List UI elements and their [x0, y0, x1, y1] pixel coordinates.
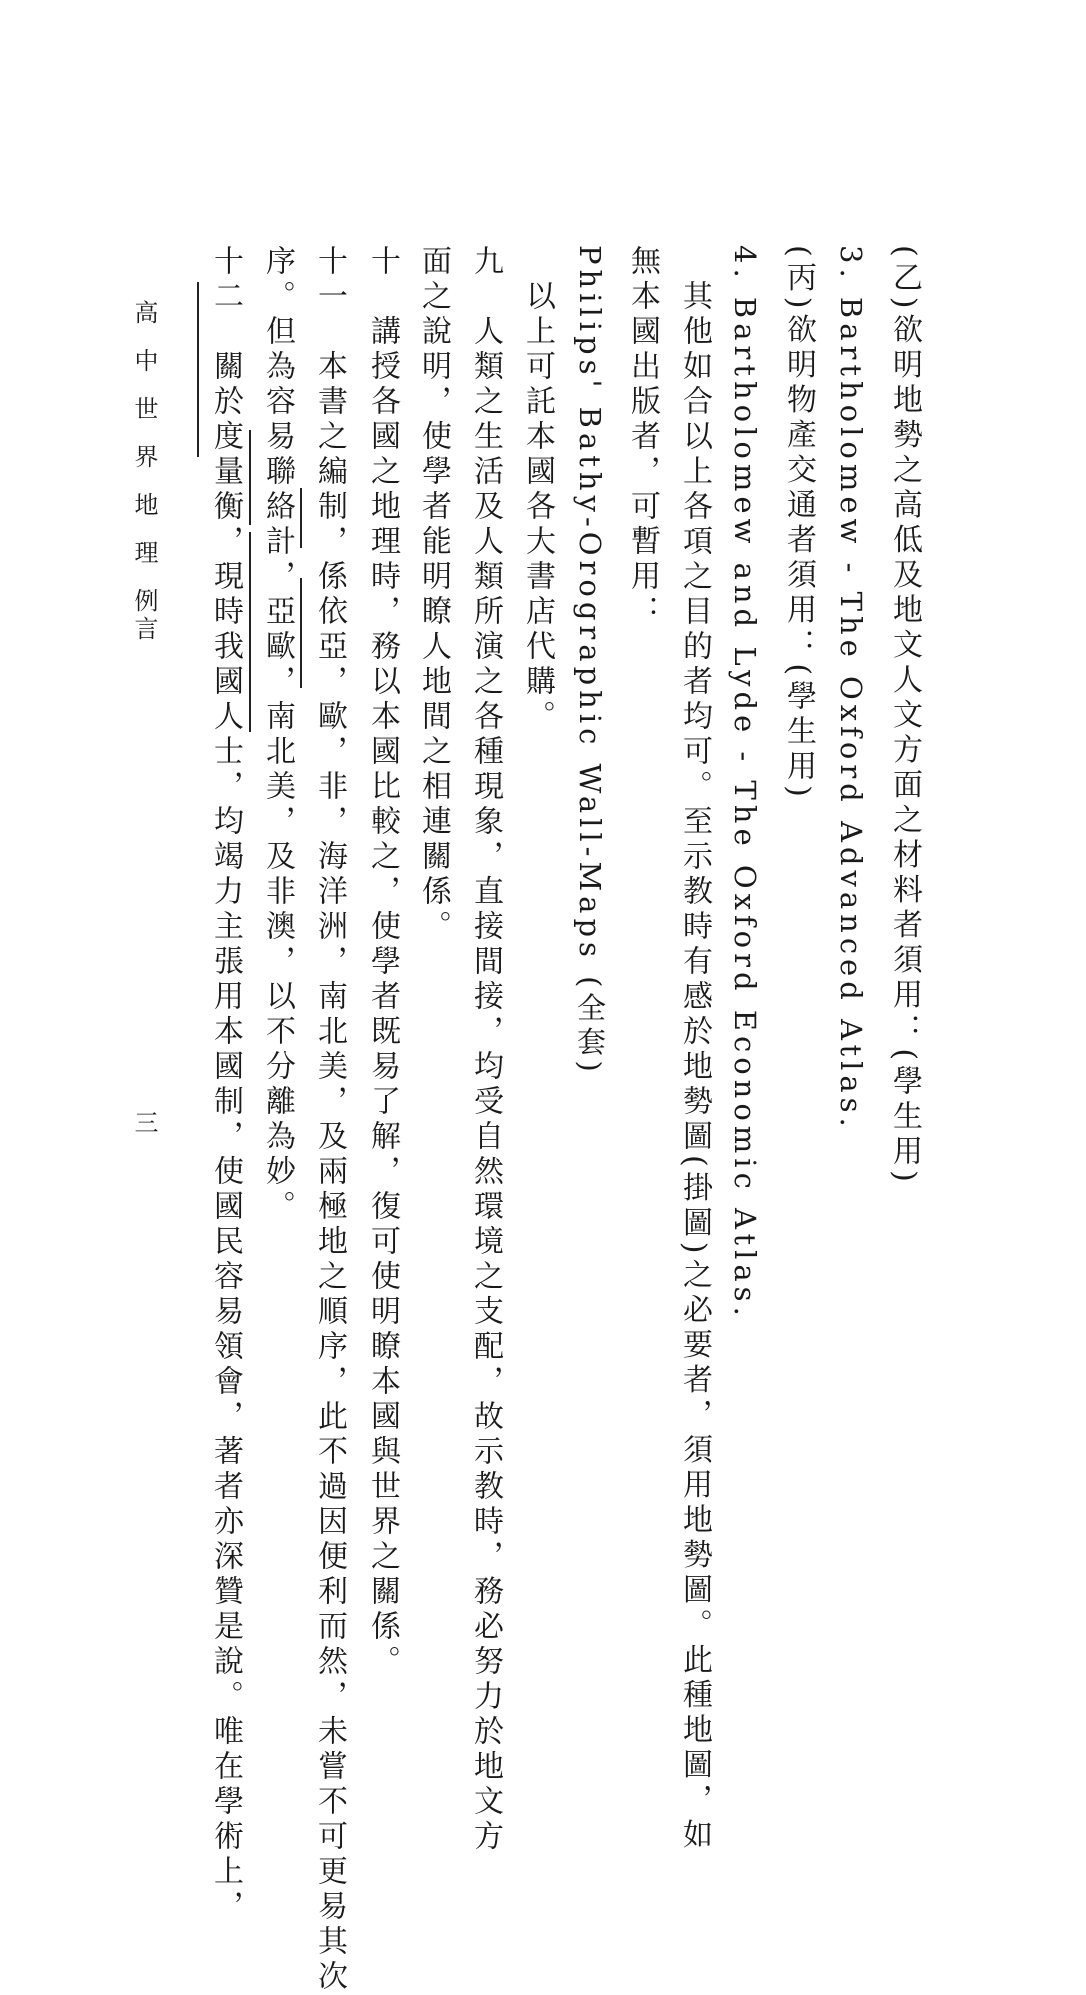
- text-column-8: 以上可託本國各大書店代購。: [520, 280, 555, 735]
- text-column-5: 其他如合以上各項之目的者均可。至示教時有感於地勢圖(掛圖)之必要者，須用地勢圖。此種地圖，如: [677, 280, 712, 1854]
- book-title-header: 高中世界地理: [130, 300, 158, 588]
- text-column-10: 面之說明，使學者能明瞭人地間之相連關係。: [416, 245, 451, 945]
- name-underline-4: [249, 532, 251, 732]
- page-number: 三: [130, 1110, 158, 1134]
- name-underline-1: [300, 488, 302, 548]
- text-column-2: 3. Bartholomew - The Oxford Advanced Atlas.: [834, 245, 868, 1132]
- text-column-12: 十一 本書之編制，係依亞，歐，非，海洋洲，南北美，及兩極地之順序，此不過因便利而然，未嘗不可更易其次: [312, 245, 347, 1995]
- name-underline-5: [197, 282, 199, 457]
- text-column-3: (丙)欲明物產交通者須用：(學生用): [781, 245, 816, 802]
- text-column-6: 無本國出版者，可暫用：: [625, 245, 660, 630]
- text-column-7: Philips' Bathy-Orographic Wall-Maps (全套): [573, 245, 607, 1077]
- text-column-11: 十 講授各國之地理時，務以本國比較之，使學者既易了解，復可使明瞭本國與世界之關係。: [365, 245, 400, 1680]
- text-column-14: 十二 關於度量衡，現時我國人士，均竭力主張用本國制，使國民容易領會，著者亦深贊是說。唯在學術上，: [208, 245, 243, 1925]
- text-column-1: (乙)欲明地勢之高低及地文人文方面之材料者須用：(學生用): [887, 245, 922, 1187]
- name-underline-3: [249, 430, 251, 525]
- name-underline-2: [300, 578, 302, 688]
- text-column-9: 九 人類之生活及人類所演之各種現象，直接間接，均受自然環境之支配，故示教時，務必努力於地文方: [468, 245, 503, 1855]
- section-header: 例言: [130, 588, 158, 644]
- text-column-13: 序。但為容易聯絡計，亞歐，南北美，及非澳，以不分離為妙。: [260, 245, 295, 1225]
- text-column-4: 4. Bartholomew and Lyde - The Oxford Economic Atlas.: [728, 245, 762, 1321]
